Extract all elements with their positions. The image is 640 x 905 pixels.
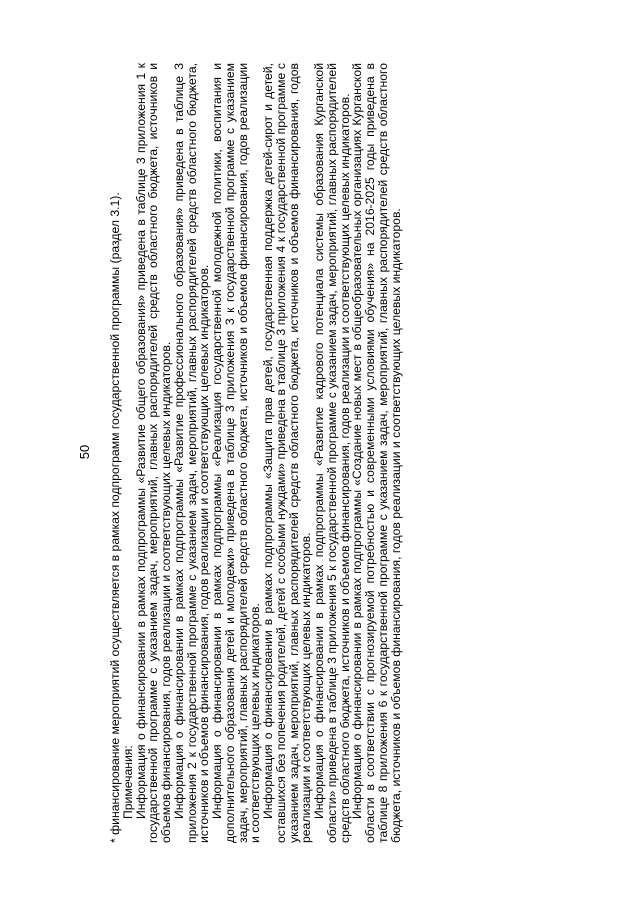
paragraph-2: Информация о финансировании в рамках подпрограммы «Развитие профессионального образования» приведена в таблице 3 приложения 2 к государственной программе с указанием задач, мероприятий, главных распорядителей средств областного бюджета, источников и объемов финансирования, годов реализации и соответствующих целевых индикаторов. [171,63,212,843]
paragraph-1: Информация о финансировании в рамках подпрограммы «Развитие общего образования» приведена в таблице 3 приложения 1 к государственной программе с указанием задач, мероприятий, главных распорядителей средств областного бюджета, источников и объемов финансирования, годов реализации и соответствующих целевых индикаторов. [133,63,173,843]
paragraph-4: Информация о финансировании в рамках подпрограммы «Защита прав детей, государственная поддержка детей-сирот и детей, оставшихся без попечения родителей, детей с особыми нуждами» приведена в таблице 3 приложения 4 к государственной программе с указанием задач, мероприятий, главных распорядителей средств областного бюджета, источников и объемов финансирования, годов реализации и соответствующих целевых индикаторов. [261,63,314,843]
paragraph-6: Информация о финансировании в рамках подпрограммы «Создание новых мест в общеобразовательных организациях Курганской области в соответствии с прогнозируемой потребностью и современными условиями обучения» на 2016-2025 годы приведена в таблице 8 приложения 6 к государственной программе с указанием задач, мероприятий, главных распорядителей средств областного бюджета, источников и объемов финансирования, годов реализации и соответствующих целевых индикаторов. [350,63,403,843]
paragraph-3: Информация о финансировании в рамках подпрограммы «Реализация государственной молодежной политики, воспитания и дополнительного образования детей и молодежи» приведена в таблице 3 приложения 3 к государственной программе с указанием задач, мероприятий, главных распорядителей средств областного бюджета, источников и объемов финансирования, годов реализации и соответствующих целевых индикаторов. [210,63,263,843]
page-number: 50 [77,444,93,460]
notes-heading: Примечания: [120,745,135,819]
page-text-block [109,63,529,843]
footnote: * финансирование мероприятий осуществляется в рамках подпрограмм государственной программы (раздел 3.1). [108,192,122,843]
paragraph-5: Информация о финансировании в рамках подпрограммы «Развитие кадрового потенциала системы образования Курганской области» приведена в таблице 3 приложения 5 к государственной программе с указанием задач, мероприятий, главных распорядителей средств областного бюджета, источников и объемов финансирования, годов реализации и соответствующих целевых индикаторов. [312,63,352,843]
